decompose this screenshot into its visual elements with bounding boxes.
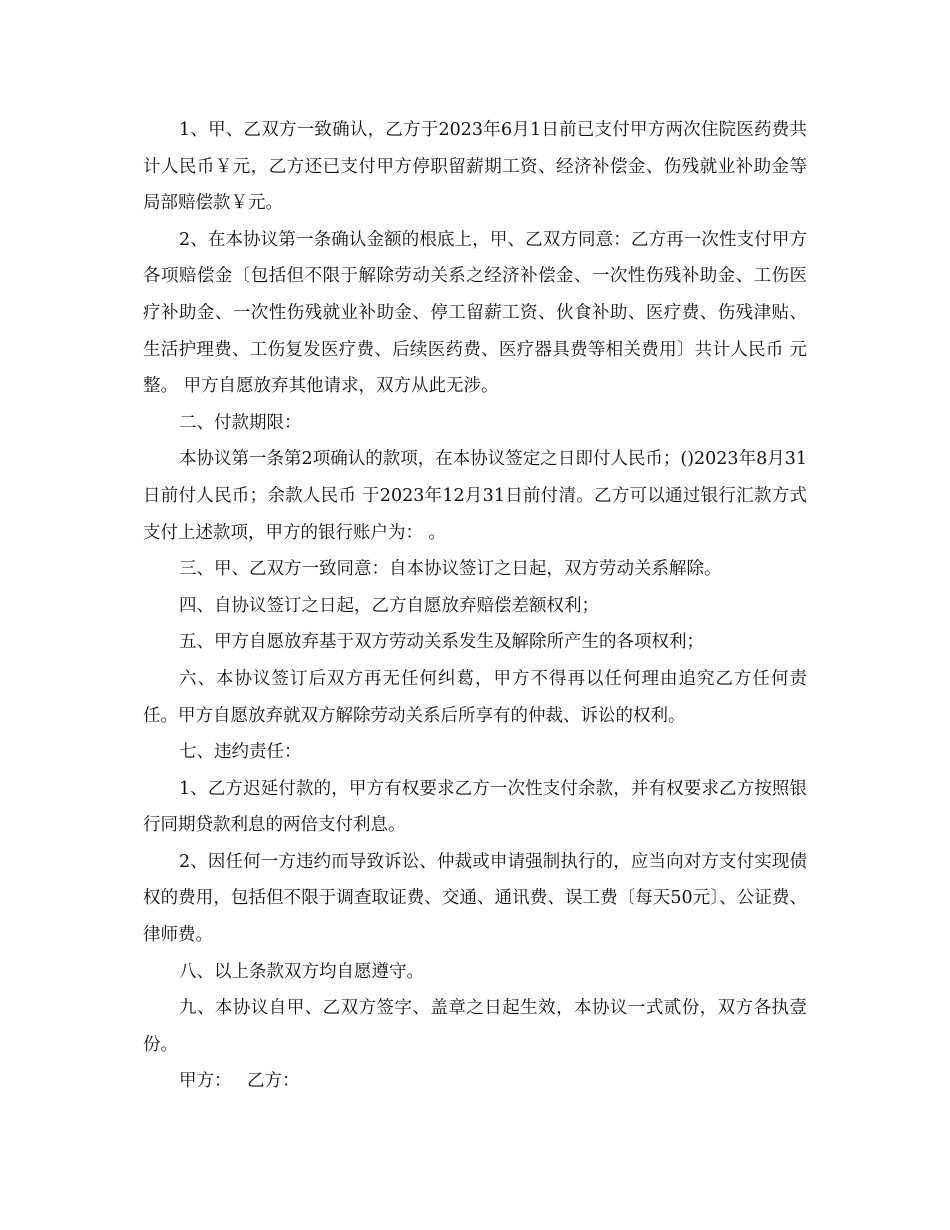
section-5-waiver-rights: 五、甲方自愿放弃基于双方劳动关系发生及解除所产生的各项权利；	[179, 632, 704, 653]
clause-1-confirmation: 1、甲、乙双方一致确认，乙方于2023年6月1日前已支付甲方两次住院医药费共计人民币￥元，乙方还已支付甲方停职留薪期工资、经济补偿金、伤残就业补助金等局部赔偿款￥元。	[143, 120, 807, 214]
section-6-no-disputes: 六、本协议签订后双方再无任何纠葛，甲方不得再以任何理由追究乙方任何责任。甲方自愿放弃就双方解除劳动关系后所享有的仲裁、诉讼的权利。	[143, 668, 807, 726]
section-heading-breach: 七、违约责任：	[179, 742, 302, 763]
section-8-compliance: 八、以上条款双方均自愿遵守。	[179, 961, 424, 982]
signature-row	[143, 1063, 807, 1100]
breach-clause-2: 2、因任何一方违约而导致诉讼、仲裁或申请强制执行的，应当向对方支付实现债权的费用，包括但不限于调查取证费、交通、通讯费、误工费〔每天50元〕、公证费、律师费。	[143, 851, 807, 946]
payment-term-text: 本协议第一条第2项确认的款项，在本协议签定之日即付人民币；()2023年8月31日前付人民币；余款人民币 于2023年12月31日前付清。乙方可以通过银行汇款方式支付上述款项，甲方的银行账户为： 。	[143, 449, 807, 543]
breach-clause-1: 1、乙方迟延付款的，甲方有权要求乙方一次性支付余款，并有权要求乙方按照银行同期贷款利息的两倍支付利息。	[143, 778, 807, 836]
section-4-waiver: 四、自协议签订之日起，乙方自愿放弃赔偿差额权利；	[179, 595, 599, 616]
party-a-signature-label: 甲方：	[179, 1071, 232, 1092]
section-heading-payment-term: 二、付款期限：	[179, 412, 302, 433]
section-3-termination: 三、甲、乙双方一致同意：自本协议签订之日起，双方劳动关系解除。	[179, 559, 722, 580]
party-b-signature-label: 乙方：	[247, 1071, 300, 1092]
clause-2-compensation: 2、在本协议第一条确认金额的根底上，甲、乙双方同意：乙方再一次性支付甲方各项赔偿金〔包括但不限于解除劳动关系之经济补偿金、一次性伤残补助金、工伤医疗补助金、一次性伤残就业补助金、停工留薪工资、伙食补助、医疗费、伤残津贴、生活护理费、工伤复发医疗费、后续医药费、医疗器具费等相关费用〕共计人民币 元整。 甲方自愿放弃其他请求，双方从此无涉。	[143, 229, 807, 397]
section-9-effect: 九、本协议自甲、乙双方签字、盖章之日起生效，本协议一式贰份，双方各执壹份。	[143, 998, 807, 1055]
agreement-document	[143, 112, 807, 1100]
